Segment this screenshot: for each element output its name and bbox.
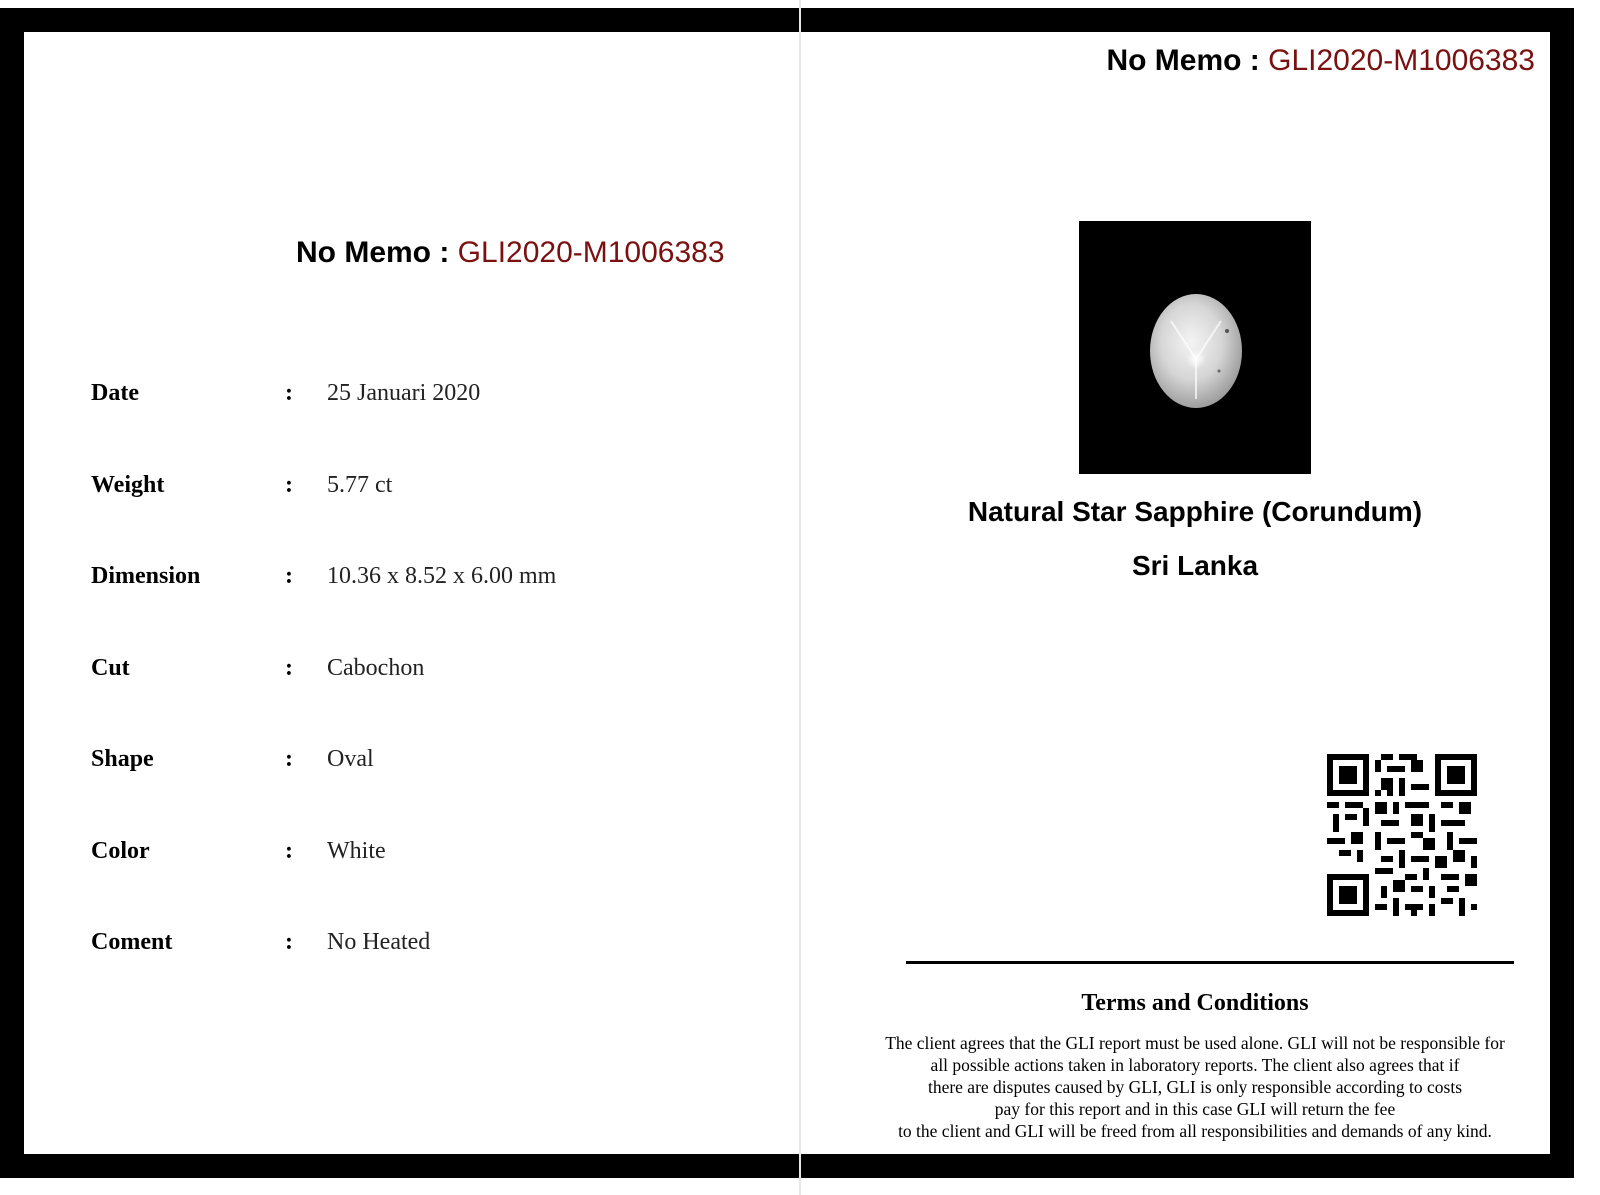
- memo-number-left: [296, 236, 725, 270]
- detail-label: Dimension: [91, 563, 201, 589]
- memo-number-right: [1106, 44, 1535, 78]
- detail-colon: :: [285, 929, 293, 955]
- detail-label: Coment: [91, 929, 173, 955]
- terms-title: Terms and Conditions: [1081, 990, 1309, 1016]
- page-fold: [799, 0, 801, 1195]
- terms-body: [830, 1032, 1560, 1142]
- memo-label: No Memo :: [1106, 44, 1260, 77]
- detail-value: White: [327, 838, 386, 864]
- detail-colon: :: [285, 563, 293, 589]
- terms-line: all possible actions taken in laboratory reports. The client also agrees that if: [930, 1055, 1460, 1075]
- detail-colon: :: [285, 838, 293, 864]
- memo-value: GLI2020-M1006383: [1268, 44, 1535, 77]
- detail-label: Cut: [91, 655, 130, 681]
- terms-divider: [906, 961, 1514, 964]
- detail-label: Color: [91, 838, 150, 864]
- detail-value: No Heated: [327, 929, 431, 955]
- detail-value: 5.77 ct: [327, 472, 393, 498]
- detail-label: Date: [91, 380, 139, 406]
- detail-value: Oval: [327, 746, 374, 772]
- detail-colon: :: [285, 380, 293, 406]
- gemstone-photo: [1079, 221, 1311, 474]
- memo-label: No Memo :: [296, 236, 450, 269]
- frame-top: [0, 8, 1574, 32]
- memo-value: GLI2020-M1006383: [457, 236, 725, 269]
- detail-value: 25 Januari 2020: [327, 380, 481, 406]
- detail-label: Weight: [91, 472, 165, 498]
- detail-colon: :: [285, 472, 293, 498]
- detail-label: Shape: [91, 746, 154, 772]
- terms-line: there are disputes caused by GLI, GLI is only responsible according to costs: [927, 1077, 1463, 1097]
- frame-left: [0, 8, 24, 1178]
- terms-line: The client agrees that the GLI report must be used alone. GLI will not be responsible for: [885, 1033, 1505, 1053]
- detail-value: Cabochon: [327, 655, 425, 681]
- detail-colon: :: [285, 655, 293, 681]
- detail-colon: :: [285, 746, 293, 772]
- gem-name: Natural Star Sapphire (Corundum): [967, 496, 1423, 527]
- terms-line: pay for this report and in this case GLI will return the fee: [994, 1099, 1396, 1119]
- frame-bottom: [0, 1154, 1574, 1178]
- gem-origin: Sri Lanka: [1131, 550, 1259, 581]
- terms-line: to the client and GLI will be freed from all responsibilities and demands of any kind.: [898, 1121, 1492, 1141]
- detail-value: 10.36 x 8.52 x 6.00 mm: [327, 563, 557, 589]
- qr-code: [1326, 754, 1478, 916]
